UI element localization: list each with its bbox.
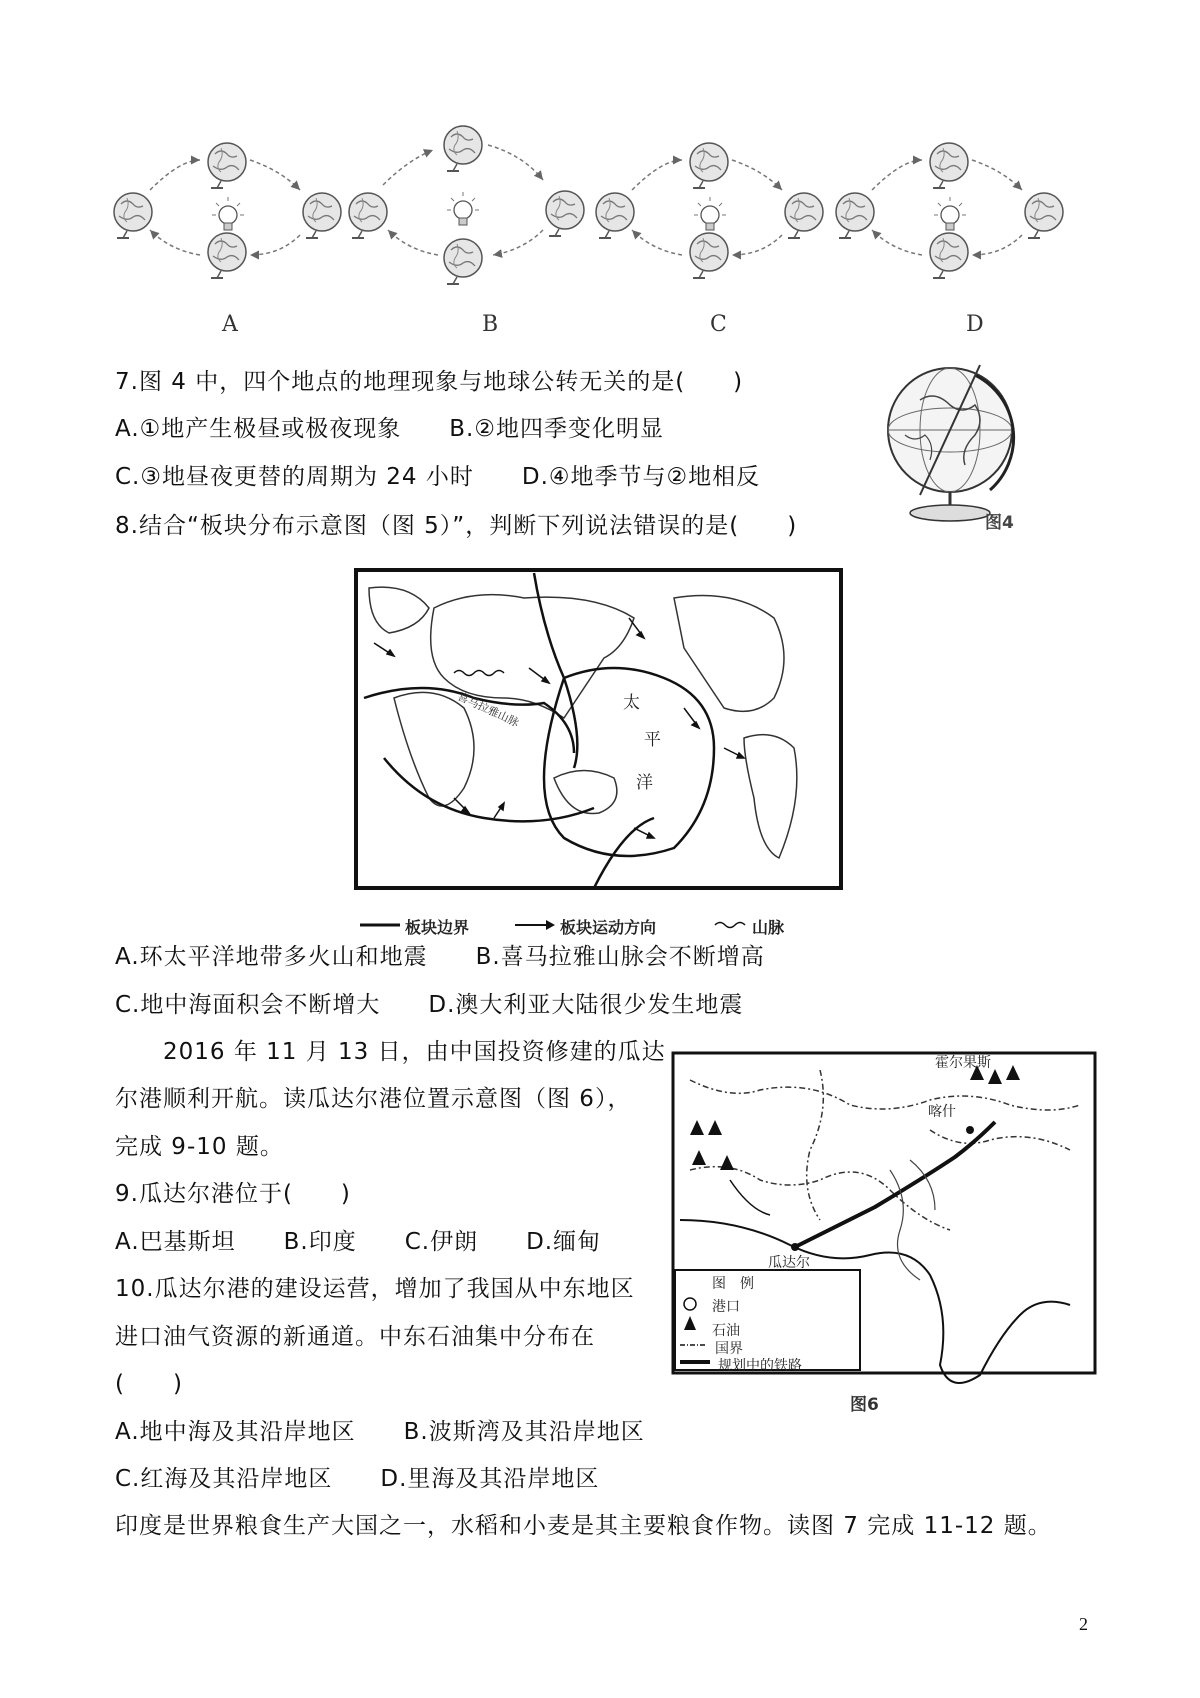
q8-options-line2: C.地中海面积会不断增大 D.澳大利亚大陆很少发生地震 xyxy=(115,992,744,1018)
figure5-ocean-char-2: 平 xyxy=(644,730,661,750)
orbit-figure-c xyxy=(596,143,823,278)
figure5-legend-direction: 板块运动方向 xyxy=(560,918,657,937)
q10-options-line2: C.红海及其沿岸地区 D.里海及其沿岸地区 xyxy=(115,1466,600,1492)
page-number: 2 xyxy=(1079,1614,1088,1634)
q8-options-line1: A.环太平洋地带多火山和地震 B.喜马拉雅山脉会不断增高 xyxy=(115,944,765,970)
orbit-figure-d xyxy=(836,143,1063,278)
figure5-plate-map xyxy=(354,568,844,908)
passage-9-10-line1: 2016 年 11 月 13 日，由中国投资修建的瓜达 xyxy=(115,1039,666,1065)
q10-stem-line3: ( ) xyxy=(115,1371,183,1397)
figure5-ocean-char-1: 太 xyxy=(623,693,640,713)
orbit-label-b: B xyxy=(482,312,499,337)
q9-options: A.巴基斯坦 B.印度 C.伊朗 D.缅甸 xyxy=(115,1229,602,1255)
figure6-legend-title: 图 例 xyxy=(712,1276,754,1292)
figure6-legend-oil: 石油 xyxy=(712,1323,740,1339)
q7-stem: 7.图 4 中，四个地点的地理现象与地球公转无关的是( ) xyxy=(115,369,744,395)
figure5-legend-mountains: 山脉 xyxy=(752,918,785,937)
figure6-caption: 图6 xyxy=(850,1395,879,1415)
orbit-label-a: A xyxy=(222,312,238,337)
intro-11-12: 印度是世界粮食生产大国之一，水稻和小麦是其主要粮食作物。读图 7 完成 11-12 题。 xyxy=(115,1513,1052,1539)
figure6-place-kashgar: 喀什 xyxy=(928,1104,956,1120)
q9-stem: 9.瓜达尔港位于( ) xyxy=(115,1181,351,1207)
figure5-mountain-label: 喜马拉雅山脉 xyxy=(455,689,521,730)
orbit-label-c: C xyxy=(710,312,727,337)
passage-9-10-line2: 尔港顺利开航。读瓜达尔港位置示意图（图 6）， xyxy=(115,1086,632,1112)
orbit-label-d: D xyxy=(966,312,984,337)
figure6-place-khorgos: 霍尔果斯 xyxy=(935,1055,991,1071)
orbit-figure-b xyxy=(349,126,584,284)
passage-9-10-line3: 完成 9-10 题。 xyxy=(115,1134,284,1160)
orbit-figure-a xyxy=(114,143,341,278)
figure4-caption: 图4 xyxy=(985,513,1014,533)
figure6-place-gwadar: 瓜达尔 xyxy=(768,1255,810,1271)
q8-stem: 8.结合“板块分布示意图（图 5）”，判断下列说法错误的是( ) xyxy=(115,513,798,539)
q7-options-line1: A.①地产生极昼或极夜现象 B.②地四季变化明显 xyxy=(115,416,664,442)
figure5-legend-boundary: 板块边界 xyxy=(405,918,470,937)
q10-stem-line2: 进口油气资源的新通道。中东石油集中分布在 xyxy=(115,1324,595,1350)
figure6-legend-border: 国界 xyxy=(715,1341,743,1357)
figure5-ocean-char-3: 洋 xyxy=(636,773,653,793)
figure6-legend-railway: 规划中的铁路 xyxy=(718,1358,802,1374)
q7-options-line2: C.③地昼夜更替的周期为 24 小时 D.④地季节与②地相反 xyxy=(115,464,761,490)
q10-stem-line1: 10.瓜达尔港的建设运营，增加了我国从中东地区 xyxy=(115,1276,635,1302)
figure6-legend-port: 港口 xyxy=(712,1299,740,1315)
q10-options-line1: A.地中海及其沿岸地区 B.波斯湾及其沿岸地区 xyxy=(115,1419,645,1445)
